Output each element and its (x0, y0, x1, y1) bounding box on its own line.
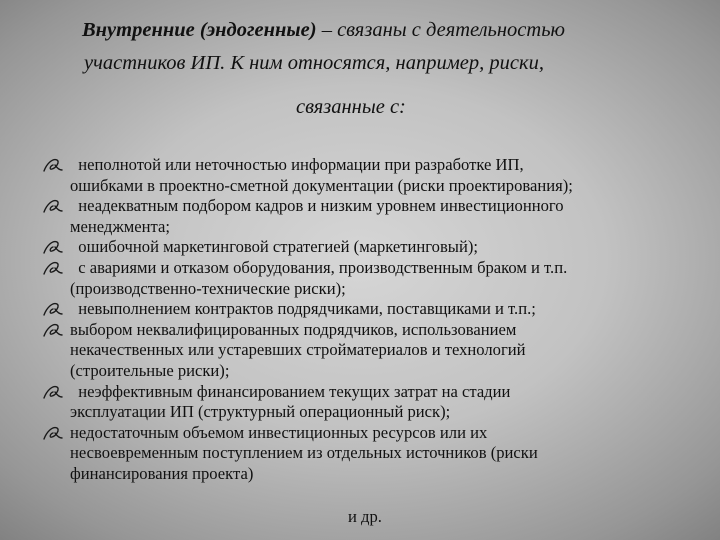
heading-line-1-rest: – связаны с деятельностью (316, 19, 565, 41)
script-a-bullet-icon (42, 301, 64, 317)
list-item (42, 320, 702, 382)
list-item-line: (строительные риски); (70, 360, 230, 380)
list-item-line: неполнотой или неточностью информации при разработке ИП, (70, 155, 524, 174)
list-item (42, 237, 702, 258)
list-item-line: некачественных или устаревших стройматериалов и технологий (70, 340, 526, 360)
heading-line-3: связанные с: (296, 96, 406, 118)
list-item (42, 155, 702, 196)
ending-text: и др. (348, 507, 382, 526)
list-item-line: неадекватным подбором кадров и низким уровнем инвестиционного (70, 196, 564, 216)
heading-line-2: участников ИП. К ним относятся, например, риски, (84, 52, 544, 74)
list-item-line: с авариями и отказом оборудования, производственным браком и т.п. (70, 257, 568, 277)
script-a-bullet-icon (42, 157, 64, 173)
list-item-line: невыполнением контрактов подрядчиками, поставщиками и т.п.; (70, 299, 536, 319)
heading-bold-term: Внутренние (эндогенные) (82, 19, 317, 41)
script-a-bullet-icon (42, 322, 64, 338)
list-item (42, 299, 702, 320)
list-item (42, 423, 702, 485)
list-item-line: финансирования проекта) (70, 463, 254, 483)
list-item (42, 258, 702, 299)
list-item-line: ошибками в проектно-сметной документации (риски проектирования); (70, 175, 573, 195)
risk-list (42, 155, 702, 485)
list-item-line: ошибочной маркетинговой стратегией (маркетинговый); (70, 237, 478, 257)
list-item (42, 196, 702, 237)
script-a-bullet-icon (42, 198, 64, 214)
list-item-line: (производственно-технические риски); (70, 278, 346, 298)
list-item-line: эксплуатации ИП (структурный операционный риск); (70, 402, 451, 422)
list-item-line: выбором неквалифицированных подрядчиков, использованием (70, 319, 517, 339)
list-item (42, 382, 702, 423)
list-item-line: менеджмента; (70, 216, 170, 236)
script-a-bullet-icon (42, 384, 64, 400)
slide-heading (60, 14, 680, 124)
list-item-line: недостаточным объемом инвестиционных ресурсов или их (70, 422, 488, 442)
script-a-bullet-icon (42, 425, 64, 441)
list-item-line: несвоевременным поступлением из отдельных источников (риски (70, 443, 538, 463)
script-a-bullet-icon (42, 239, 64, 255)
list-item-line: неэффективным финансированием текущих затрат на стадии (70, 381, 511, 401)
script-a-bullet-icon (42, 260, 64, 276)
heading-line-1 (60, 14, 680, 47)
